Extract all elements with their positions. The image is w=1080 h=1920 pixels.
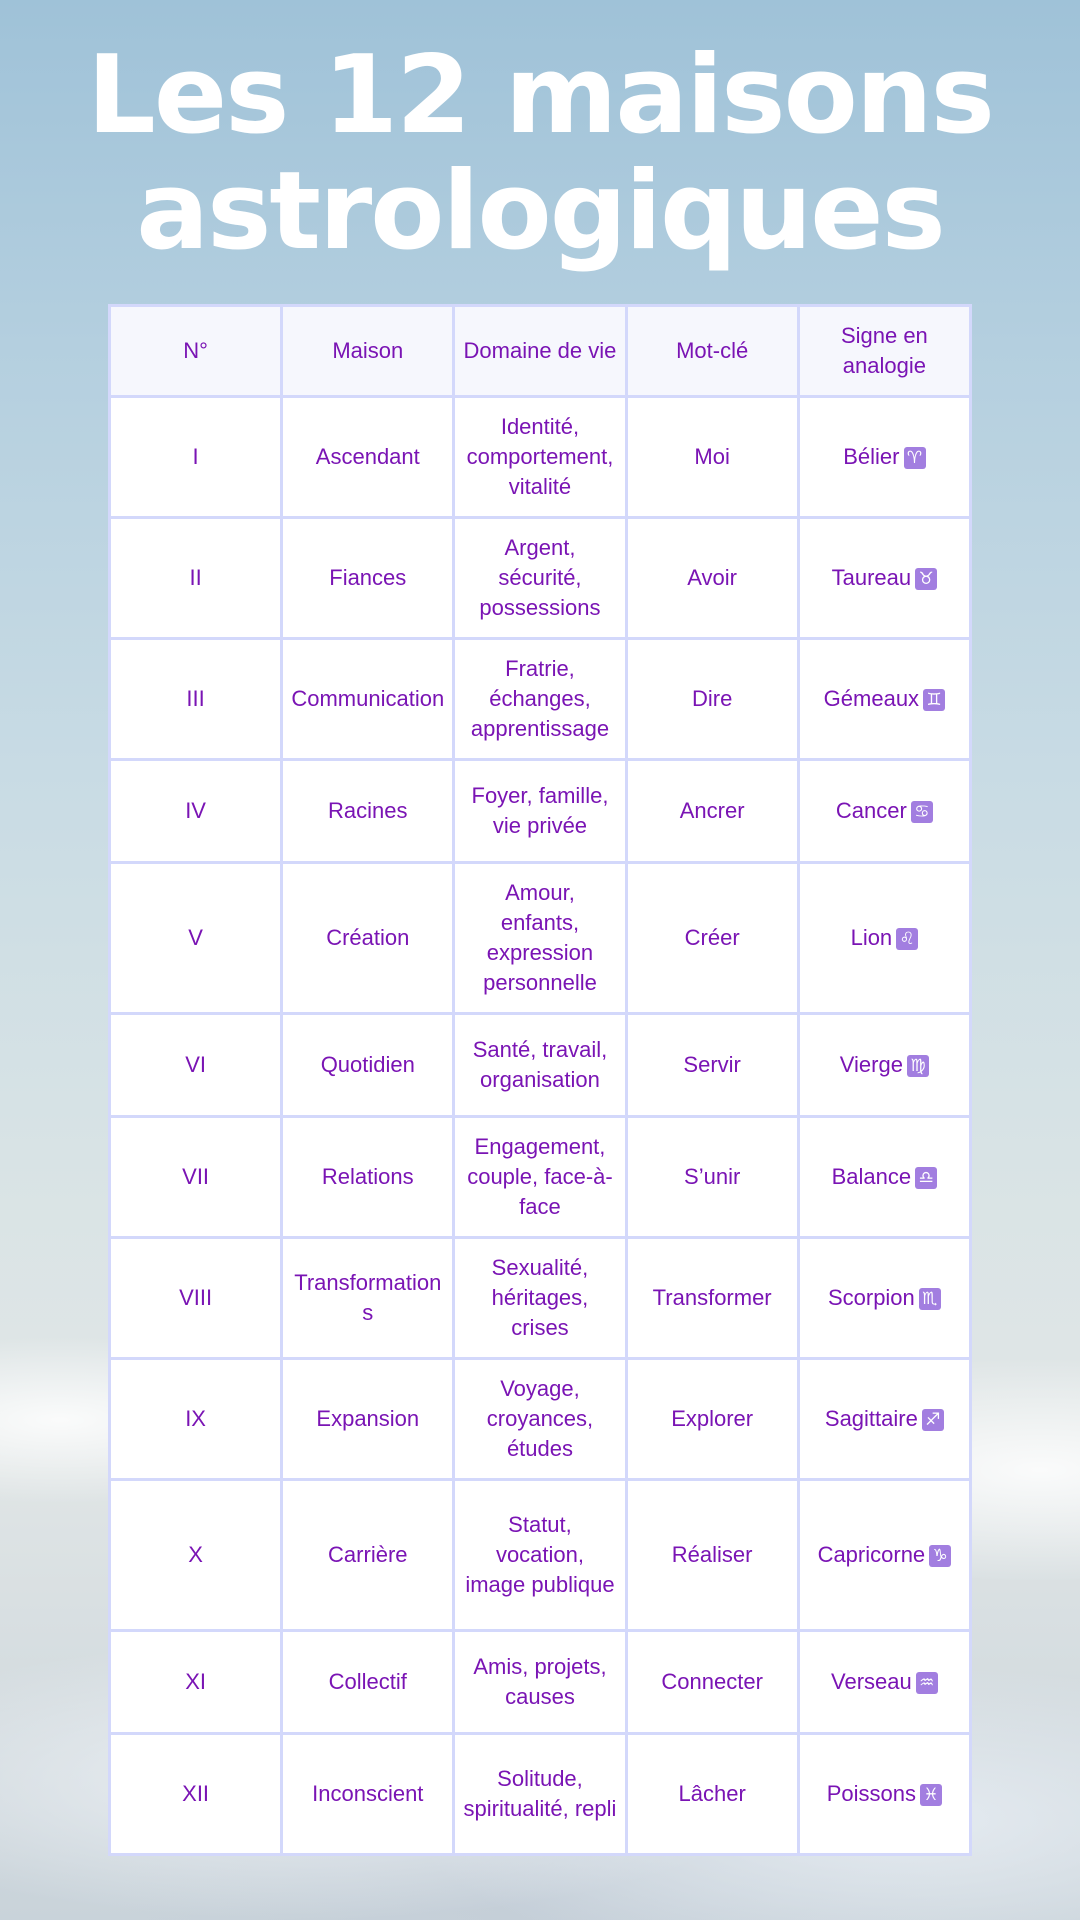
sign-name: Poissons bbox=[826, 1781, 917, 1806]
house-sign bbox=[798, 1480, 970, 1631]
table-row bbox=[110, 863, 971, 1014]
house-keyword: Servir bbox=[626, 1014, 798, 1117]
house-domain: Santé, travail, organisation bbox=[454, 1014, 626, 1117]
house-domain: Foyer, famille, vie privée bbox=[454, 760, 626, 863]
house-name: Transformations bbox=[282, 1238, 454, 1359]
house-number: VIII bbox=[110, 1238, 282, 1359]
house-sign bbox=[798, 1117, 970, 1238]
header-domaine: Domaine de vie bbox=[454, 306, 626, 397]
house-sign bbox=[798, 518, 970, 639]
house-domain: Amis, projets, causes bbox=[454, 1631, 626, 1734]
table-row bbox=[110, 1117, 971, 1238]
sign-name: Taureau bbox=[831, 565, 912, 590]
table-row bbox=[110, 1238, 971, 1359]
leo-icon: ♌ bbox=[896, 928, 918, 950]
table-row bbox=[110, 1631, 971, 1734]
house-sign bbox=[798, 639, 970, 760]
houses-table-container bbox=[108, 304, 972, 1856]
house-sign bbox=[798, 863, 970, 1014]
house-number: III bbox=[110, 639, 282, 760]
sign-name: Lion bbox=[850, 925, 893, 950]
house-domain: Statut, vocation, image publique bbox=[454, 1480, 626, 1631]
table-row bbox=[110, 1480, 971, 1631]
house-sign bbox=[798, 760, 970, 863]
house-keyword: Avoir bbox=[626, 518, 798, 639]
table-row bbox=[110, 1734, 971, 1855]
sign-name: Vierge bbox=[839, 1052, 903, 1077]
sign-name: Balance bbox=[831, 1164, 912, 1189]
house-keyword: Moi bbox=[626, 397, 798, 518]
house-domain: Argent, sécurité, possessions bbox=[454, 518, 626, 639]
house-name: Création bbox=[282, 863, 454, 1014]
house-sign bbox=[798, 1734, 970, 1855]
house-number: V bbox=[110, 863, 282, 1014]
house-keyword: Ancrer bbox=[626, 760, 798, 863]
house-number: X bbox=[110, 1480, 282, 1631]
house-name: Communication bbox=[282, 639, 454, 760]
page-title bbox=[0, 33, 1080, 274]
house-domain: Sexualité, héritages, crises bbox=[454, 1238, 626, 1359]
header-number: N° bbox=[110, 306, 282, 397]
house-number: IX bbox=[110, 1359, 282, 1480]
gemini-icon: ♊ bbox=[923, 689, 945, 711]
house-domain: Voyage, croyances, études bbox=[454, 1359, 626, 1480]
house-keyword: Explorer bbox=[626, 1359, 798, 1480]
house-number: VI bbox=[110, 1014, 282, 1117]
page-title-line-2: astrologiques bbox=[136, 149, 944, 274]
houses-table bbox=[108, 304, 972, 1856]
libra-icon: ♎ bbox=[915, 1167, 937, 1189]
header-maison: Maison bbox=[282, 306, 454, 397]
house-keyword: Réaliser bbox=[626, 1480, 798, 1631]
table-row bbox=[110, 1359, 971, 1480]
sign-name: Cancer bbox=[835, 798, 907, 823]
sagittarius-icon: ♐ bbox=[922, 1409, 944, 1431]
house-keyword: Transformer bbox=[626, 1238, 798, 1359]
house-number: VII bbox=[110, 1117, 282, 1238]
table-row bbox=[110, 397, 971, 518]
sign-name: Bélier bbox=[843, 444, 900, 469]
taurus-icon: ♉ bbox=[915, 568, 937, 590]
house-sign bbox=[798, 1014, 970, 1117]
house-number: XI bbox=[110, 1631, 282, 1734]
house-name: Fiances bbox=[282, 518, 454, 639]
house-domain: Solitude, spiritualité, repli bbox=[454, 1734, 626, 1855]
sign-name: Gémeaux bbox=[823, 686, 920, 711]
house-domain: Engagement, couple, face-à-face bbox=[454, 1117, 626, 1238]
virgo-icon: ♍ bbox=[907, 1055, 929, 1077]
house-number: IV bbox=[110, 760, 282, 863]
house-number: I bbox=[110, 397, 282, 518]
sign-name: Scorpion bbox=[827, 1285, 915, 1310]
pisces-icon: ♓ bbox=[920, 1784, 942, 1806]
aquarius-icon: ♒ bbox=[916, 1672, 938, 1694]
house-keyword: Lâcher bbox=[626, 1734, 798, 1855]
table-header-row bbox=[110, 306, 971, 397]
house-name: Inconscient bbox=[282, 1734, 454, 1855]
house-name: Racines bbox=[282, 760, 454, 863]
sign-name: Verseau bbox=[831, 1669, 912, 1694]
house-keyword: Créer bbox=[626, 863, 798, 1014]
aries-icon: ♈ bbox=[904, 447, 926, 469]
house-name: Collectif bbox=[282, 1631, 454, 1734]
house-name: Carrière bbox=[282, 1480, 454, 1631]
page-title-line-1: Les 12 maisons bbox=[87, 33, 993, 158]
table-row bbox=[110, 639, 971, 760]
house-domain: Fratrie, échanges, apprentissage bbox=[454, 639, 626, 760]
house-number: II bbox=[110, 518, 282, 639]
house-name: Quotidien bbox=[282, 1014, 454, 1117]
house-keyword: S’unir bbox=[626, 1117, 798, 1238]
house-sign bbox=[798, 1631, 970, 1734]
sign-name: Sagittaire bbox=[824, 1406, 918, 1431]
sign-name: Capricorne bbox=[817, 1542, 926, 1567]
house-name: Ascendant bbox=[282, 397, 454, 518]
house-keyword: Dire bbox=[626, 639, 798, 760]
house-sign bbox=[798, 1238, 970, 1359]
header-signe: Signe en analogie bbox=[798, 306, 970, 397]
house-sign bbox=[798, 1359, 970, 1480]
scorpio-icon: ♏ bbox=[919, 1288, 941, 1310]
house-name: Relations bbox=[282, 1117, 454, 1238]
house-number: XII bbox=[110, 1734, 282, 1855]
header-motcle: Mot-clé bbox=[626, 306, 798, 397]
cancer-icon: ♋ bbox=[911, 801, 933, 823]
table-row bbox=[110, 518, 971, 639]
table-row bbox=[110, 760, 971, 863]
house-sign bbox=[798, 397, 970, 518]
capricorn-icon: ♑ bbox=[929, 1545, 951, 1567]
house-keyword: Connecter bbox=[626, 1631, 798, 1734]
house-domain: Identité, comportement, vitalité bbox=[454, 397, 626, 518]
house-name: Expansion bbox=[282, 1359, 454, 1480]
house-domain: Amour, enfants, expression personnelle bbox=[454, 863, 626, 1014]
table-row bbox=[110, 1014, 971, 1117]
